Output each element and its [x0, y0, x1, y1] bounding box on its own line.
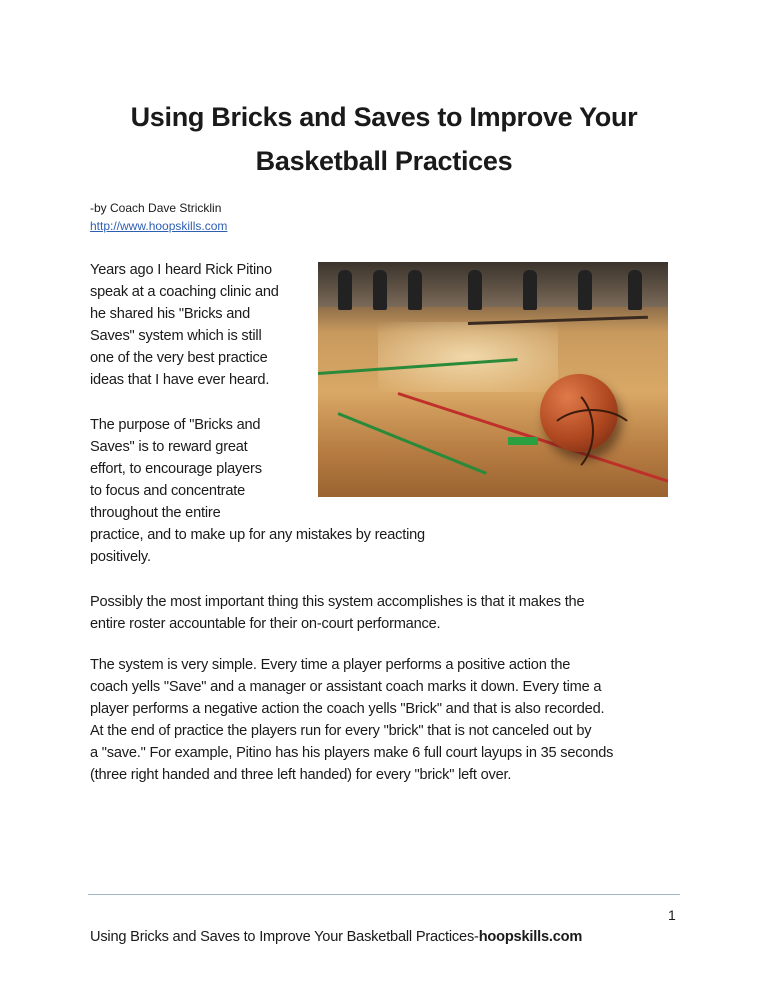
- text-line: Years ago I heard Rick Pitino: [90, 262, 272, 278]
- page-number: 1: [668, 907, 676, 923]
- website-link[interactable]: http://www.hoopskills.com: [90, 219, 228, 233]
- text-line: The purpose of "Bricks and: [90, 417, 261, 433]
- author: -by Coach Dave Stricklin: [90, 201, 222, 215]
- paragraph-3: [90, 591, 584, 635]
- text-line: (three right handed and three left handed) for every "brick" left over.: [90, 767, 512, 783]
- text-line: one of the very best practice: [90, 350, 268, 366]
- footer-text: Using Bricks and Saves to Improve Your Basketball Practices-: [90, 929, 479, 945]
- page-title: [0, 95, 768, 183]
- footer-site: hoopskills.com: [478, 929, 583, 945]
- text-line: coach yells "Save" and a manager or assistant coach marks it down. Every time a: [90, 679, 602, 695]
- paragraph-4: [90, 654, 613, 786]
- text-line: a "save." For example, Pitino has his players make 6 full court layups in 35 seconds: [90, 745, 614, 761]
- text-line: Saves" system which is still: [90, 328, 262, 344]
- text-line: entire roster accountable for their on-court performance.: [90, 616, 441, 632]
- paragraph-2: [90, 414, 425, 568]
- footer: [90, 929, 582, 945]
- text-line: ideas that I have ever heard.: [90, 372, 270, 388]
- text-line: Saves" is to reward great: [90, 439, 248, 455]
- text-line: At the end of practice the players run for every "brick" that is not canceled out by: [90, 723, 592, 739]
- text-line: positively.: [90, 549, 151, 565]
- text-line: effort, to encourage players: [90, 461, 262, 477]
- paragraph-1: [90, 259, 279, 391]
- title-line-1: Using Bricks and Saves to Improve Your: [130, 102, 638, 132]
- text-line: player performs a negative action the coach yells "Brick" and that is also recorded.: [90, 701, 605, 717]
- text-line: he shared his "Bricks and: [90, 306, 250, 322]
- basketball: [540, 374, 618, 452]
- text-line: Possibly the most important thing this system accomplishes is that it makes the: [90, 594, 585, 610]
- text-line: The system is very simple. Every time a player performs a positive action the: [90, 657, 571, 673]
- footer-divider: [88, 894, 680, 895]
- title-line-2: Basketball Practices: [255, 146, 513, 176]
- text-line: practice, and to make up for any mistakes by reacting: [90, 527, 425, 543]
- text-line: to focus and concentrate: [90, 483, 246, 499]
- text-line: throughout the entire: [90, 505, 221, 521]
- text-line: speak at a coaching clinic and: [90, 284, 279, 300]
- byline: [90, 199, 227, 235]
